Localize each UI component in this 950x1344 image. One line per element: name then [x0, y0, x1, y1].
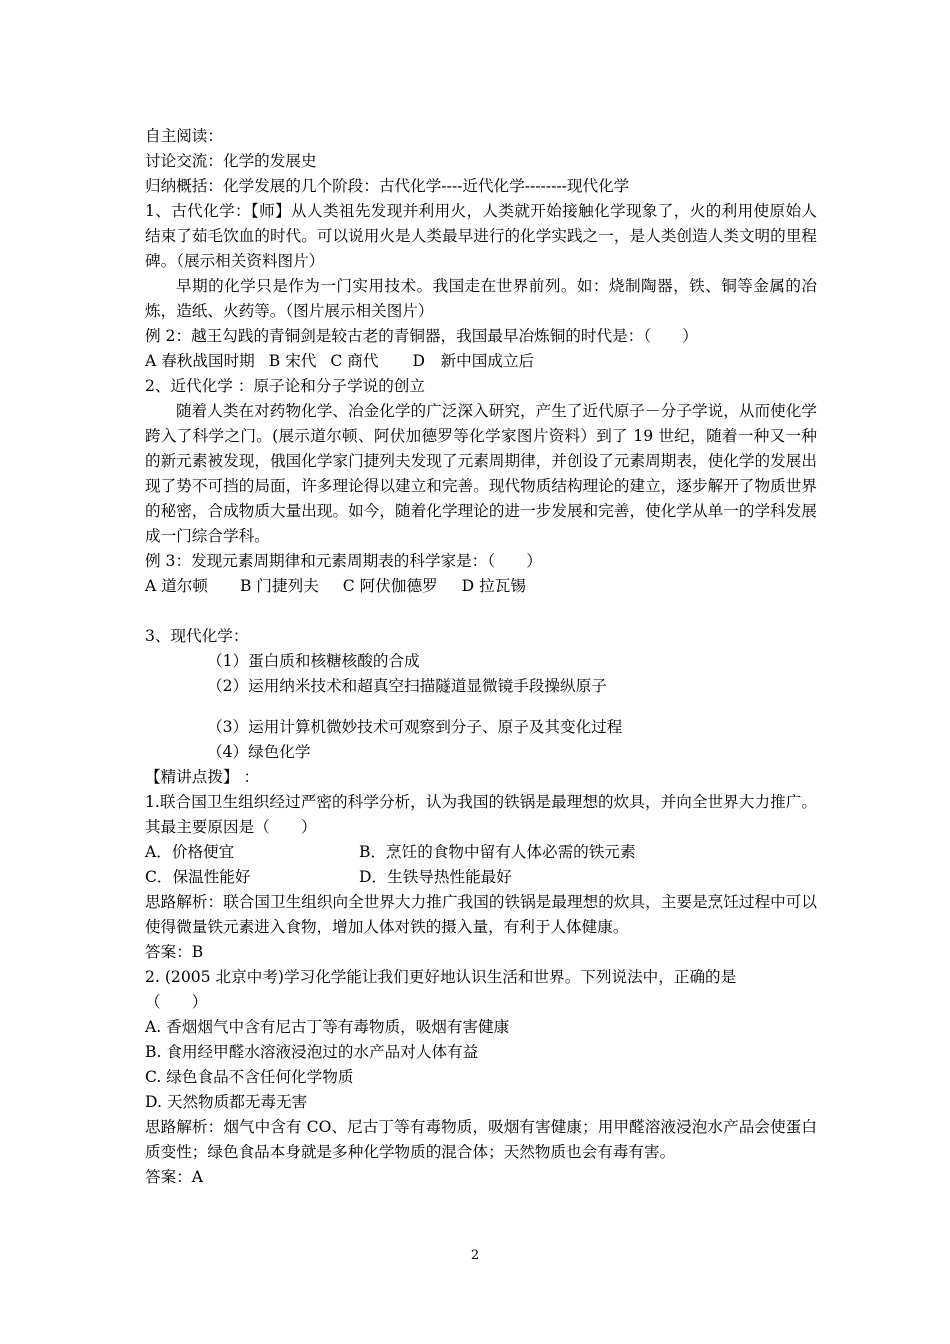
question-1-text: 1.联合国卫生组织经过严密的科学分析，认为我国的铁锅是最理想的炊具，并向全世界大力推广。其最主要原因是（ ） — [145, 793, 817, 836]
question-2-analysis: 思路解析：烟气中含有 CO、尼古丁等有毒物质，吸烟有害健康；用甲醛溶液浸泡水产品会使蛋白质变性；绿色食品本身就是多种化学物质的混合体；天然物质也会有毒有害。 — [145, 1118, 817, 1161]
modern-chemistry-paragraph: 随着人类在对药物化学、冶金化学的广泛深入研究，产生了近代原子－分子学说，从而使化学跨入了科学之门。(展示道尔顿、阿伏加德罗等化学家图片资料）到了 19 世纪，随着一种又一种的新元素被发现，俄国化学家门捷列夫发现了元素周期律，并创设了元素周期表，使化学的发展出现了势不可挡的局面，许多理论得以建立和完善。现代物质结构理论的建立，逐步解开了物质世界的秘密，合成物质大量出现。如今，随着化学理论的进一步发展和完善，使化学从单一的学科发展成一门综合学科。 — [145, 402, 817, 545]
early-chemistry-paragraph: 早期的化学只是作为一门实用技术。我国走在世界前列。如：烧制陶器，铁、铜等金属的冶炼，造纸、火药等。（图片展示相关图片） — [145, 277, 817, 320]
question-1-options-row-1 — [145, 840, 817, 865]
question-2-text: 2. (2005 北京中考)学习化学能让我们更好地认识生活和世界。下列说法中，正确的是 — [145, 968, 737, 986]
ancient-chemistry-paragraph: 1、古代化学：【师】从人类祖先发现并利用火，人类就开始接触化学现象了，火的利用使原始人结束了茹毛饮血的时代。可以说用火是人类最早进行的化学实践之一，是人类创造人类文明的里程碑。（展示相关资料图片） — [145, 202, 817, 270]
example-2-options — [145, 349, 817, 374]
example-3-question: 例 3：发现元素周期律和元素周期表的科学家是：（ ） — [145, 552, 542, 570]
guidance-heading: 【精讲点拨】 ： — [145, 768, 260, 786]
example-3-option-a: A 道尔顿 — [145, 577, 208, 595]
spacer — [145, 699, 817, 715]
question-1-option-d: D．生铁导热性能最好 — [359, 868, 512, 886]
question-1-options-row-2 — [145, 865, 817, 890]
example-2-option-b: B 宋代 — [268, 352, 317, 370]
contemporary-item: （3）运用计算机微妙技术可观察到分子、原子及其变化过程 — [207, 718, 623, 736]
example-3-option-d: D 拉瓦锡 — [461, 577, 526, 595]
spacer — [145, 599, 817, 624]
question-2-option-c: C. 绿色食品不含任何化学物质 — [145, 1068, 354, 1086]
question-2-bracket: （ ） — [145, 993, 208, 1011]
contemporary-item: （4）绿色化学 — [207, 743, 311, 761]
example-2-option-c: C 商代 — [330, 352, 379, 370]
question-2-answer: 答案：A — [145, 1168, 204, 1186]
example-3-option-b: B 门捷列夫 — [240, 577, 319, 595]
example-2-question: 例 2：越王勾践的青铜剑是较古老的青铜器，我国最早冶炼铜的时代是：（ ） — [145, 327, 698, 345]
question-1-option-c: C．保温性能好 — [145, 868, 251, 886]
discussion-heading: 讨论交流：化学的发展史 — [145, 152, 317, 170]
question-1-analysis: 思路解析：联合国卫生组织向全世界大力推广我国的铁锅是最理想的炊具，主要是烹饪过程中可以使得微量铁元素进入食物，增加人体对铁的摄入量，有利于人体健康。 — [145, 893, 817, 936]
modern-chemistry-heading: 2、近代化学 ：原子论和分子学说的创立 — [145, 377, 425, 395]
document-body — [145, 124, 817, 1190]
example-3-option-c: C 阿伏伽德罗 — [342, 577, 438, 595]
example-2-option-d: D 新中国成立后 — [412, 352, 535, 370]
contemporary-chemistry-heading: 3、现代化学： — [145, 627, 249, 645]
contemporary-item: （1）蛋白质和核糖核酸的合成 — [207, 652, 420, 670]
question-1-answer: 答案：B — [145, 943, 204, 961]
contemporary-item: （2）运用纳米技术和超真空扫描隧道显微镜手段操纵原子 — [207, 677, 607, 695]
question-2-option-d: D. 天然物质都无毒无害 — [145, 1093, 308, 1111]
example-3-options — [145, 574, 817, 599]
summary-heading: 归纳概括：化学发展的几个阶段：古代化学----近代化学--------现代化学 — [145, 177, 630, 195]
question-1-option-b: B．烹饪的食物中留有人体必需的铁元素 — [359, 843, 636, 861]
question-1-option-a: A．价格便宜 — [145, 843, 235, 861]
self-reading-heading: 自主阅读： — [145, 127, 223, 145]
page-number: 2 — [470, 1248, 480, 1263]
question-2-option-b: B. 食用经甲醛水溶液浸泡过的水产品对人体有益 — [145, 1043, 479, 1061]
question-2-option-a: A. 香烟烟气中含有尼古丁等有毒物质，吸烟有害健康 — [145, 1018, 510, 1036]
example-2-option-a: A 春秋战国时期 — [145, 352, 255, 370]
